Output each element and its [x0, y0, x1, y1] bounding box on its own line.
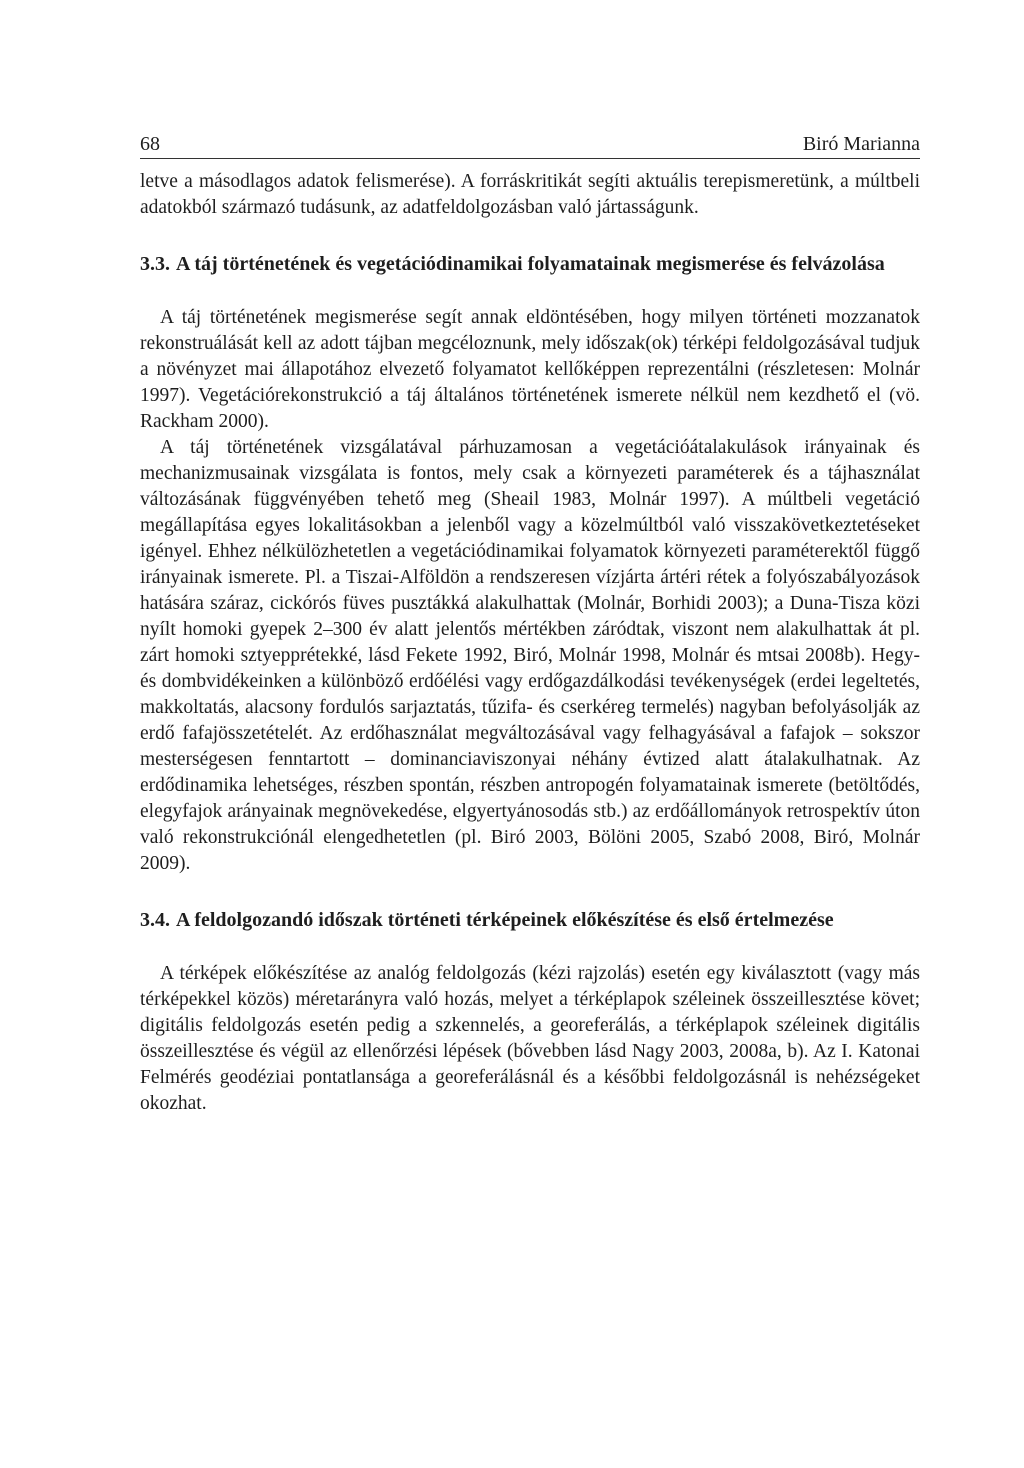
author-name: Biró Marianna [802, 133, 920, 155]
running-header [140, 132, 920, 159]
section-heading-3-4 [140, 907, 920, 933]
section-number: 3.3. [140, 253, 170, 275]
body-paragraph: A térképek előkészítése az analóg feldolgozás (kézi rajzolás) esetén egy kiválasztott (vagy más térképekkel közös) méretarányra való hozás, melyet a térképlapok széleinek összeillesztése követ; digitális feldolgozás esetén pedig a szkennelés, a georeferálás, a térképlapok széleinek digitális összeillesztése és végül az ellenőrzési lépések (bővebben lásd Nagy 2003, 2008a, b). Az I. Katonai Felmérés geodéziai pontatlansága a georeferálásnál és a későbbi feldolgozásnál is nehézségeket okozhat. [140, 963, 920, 1114]
continuation-paragraph: letve a másodlagos adatok felismerése). A forráskritikát segíti aktuális terepismeretünk, a múltbeli adatokból származó tudásunk, az adatfeldolgozásban való jártasságunk. [140, 171, 920, 218]
page-number: 68 [140, 133, 160, 155]
section-heading-3-3 [140, 251, 920, 277]
section-title: A feldolgozandó időszak történeti térképeinek előkészítése és első értelmezése [176, 909, 834, 931]
body-paragraph: A táj történetének megismerése segít annak eldöntésében, hogy milyen történeti mozzanatok rekonstruálását kell az adott tájban megcéloznunk, mely időszak(ok) térképi feldolgozásával tudjuk a növényzet mai állapotához elvezető folyamatot kellőképpen reprezentálni (részletesen: Molnár 1997). Vegetációrekonstrukció a táj általános történetének ismerete nélkül nem kezdhető el (vö. Rackham 2000). [140, 307, 920, 432]
book-page [140, 132, 920, 1117]
body-paragraph: A táj történetének vizsgálatával párhuzamosan a vegetációátalakulások irányainak és mechanizmusainak vizsgálata is fontos, mely csak a környezeti paraméterek és a tájhasználat változásának függvényében tehető meg (Sheail 1983, Molnár 1997). A múltbeli vegetáció megállapítása egyes lokalitásokban a jelenből vagy a közelmúltból való visszakövetkeztetéseket igényel. Ehhez nélkülözhetetlen a vegetációdinamikai folyamatok környezeti paraméterektől függő irányainak ismerete. Pl. a Tiszai-Alföldön a rendszeresen vízjárta ártéri rétek a folyószabályozások hatására száraz, cickórós füves pusztákká alakulhattak (Molnár, Borhidi 2003); a Duna-Tisza közi nyílt homoki gyepek 2–300 év alatt jelentős mértékben záródtak, viszont nem alakulhattak át pl. zárt homoki sztyepprétekké, lásd Fekete 1992, Biró, Molnár 1998, Molnár és mtsai 2008b). Hegy- és dombvidékeinken a különböző erdőélési vagy erdőgazdálkodási tevékenységek (erdei legeltetés, makkoltatás, alacsony fordulós sarjaztatás, tűzifa- és cserkéreg termelés) nagyban befolyásolják az erdő fafajösszetételét. Az erdőhasználat megváltozásával vagy felhagyásával a fafajok – sokszor mesterségesen fenntartott – dominanciaviszonyai néhány évtized alatt átalakulhatnak. Az erdődinamika lehetséges, részben spontán, részben antropogén folyamatainak ismerete (betöltődés, elegyfajok arányainak megnövekedése, elgyertyánosodás stb.) az erdőállományok retrospektív úton való rekonstrukciónál elengedhetetlen (pl. Biró 2003, Bölöni 2005, Szabó 2008, Biró, Molnár 2009). [140, 437, 920, 874]
section-number: 3.4. [140, 909, 170, 931]
section-title: A táj történetének és vegetációdinamikai folyamatainak megismerése és felvázolása [176, 253, 885, 275]
